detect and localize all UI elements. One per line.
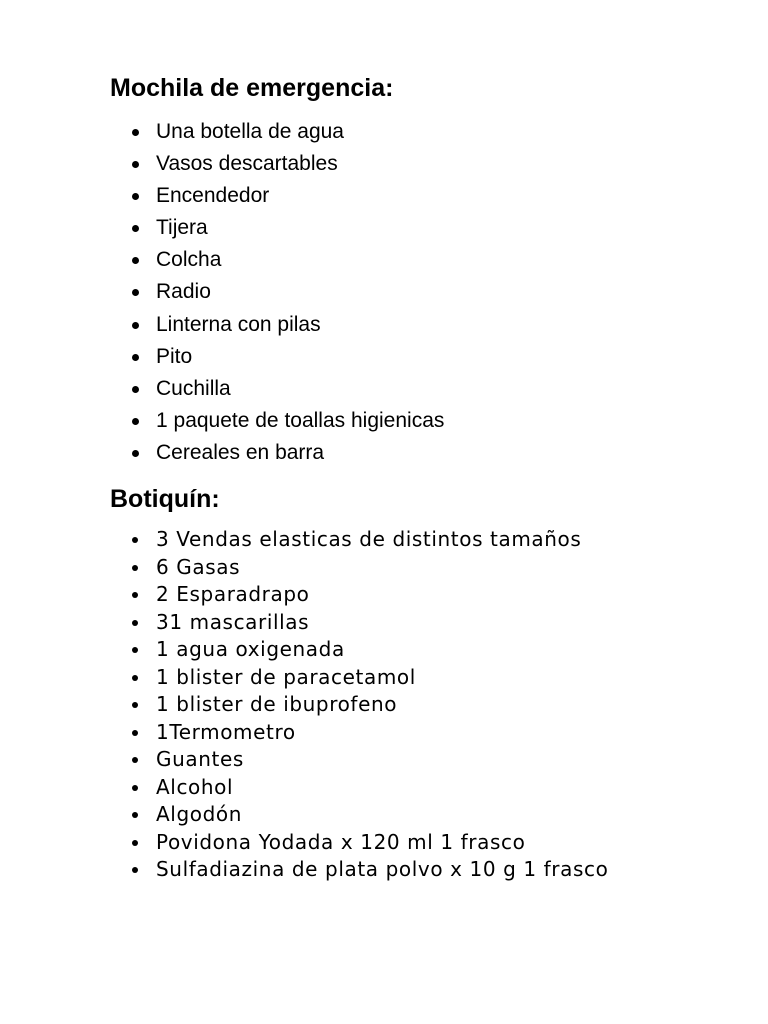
list-item: Povidona Yodada x 120 ml 1 frasco (130, 829, 608, 857)
list-item: Cereales en barra (130, 437, 444, 469)
botiquin-list (130, 526, 608, 884)
list-item: Vasos descartables (130, 148, 444, 180)
list-item: Colcha (130, 244, 444, 276)
list-item: Tijera (130, 212, 444, 244)
list-item: Alcohol (130, 774, 608, 802)
list-item: Guantes (130, 746, 608, 774)
list-item: 3 Vendas elasticas de distintos tamaños (130, 526, 608, 554)
mochila-list (130, 116, 444, 469)
list-item: Cuchilla (130, 373, 444, 405)
list-item: 31 mascarillas (130, 609, 608, 637)
list-item: Pito (130, 341, 444, 373)
list-item: Radio (130, 276, 444, 308)
list-item: Encendedor (130, 180, 444, 212)
list-item: 1 blister de paracetamol (130, 664, 608, 692)
list-item: 1 blister de ibuprofeno (130, 691, 608, 719)
list-item: Una botella de agua (130, 116, 444, 148)
list-item: 1 paquete de toallas higienicas (130, 405, 444, 437)
list-item: 1Termometro (130, 719, 608, 747)
list-item: 2 Esparadrapo (130, 581, 608, 609)
list-item: 1 agua oxigenada (130, 636, 608, 664)
list-item: 6 Gasas (130, 554, 608, 582)
list-item: Sulfadiazina de plata polvo x 10 g 1 frasco (130, 856, 608, 884)
list-item: Linterna con pilas (130, 309, 444, 341)
section-title-botiquin: Botiquín: (110, 485, 220, 513)
list-item: Algodón (130, 801, 608, 829)
section-title-mochila: Mochila de emergencia: (110, 74, 394, 102)
